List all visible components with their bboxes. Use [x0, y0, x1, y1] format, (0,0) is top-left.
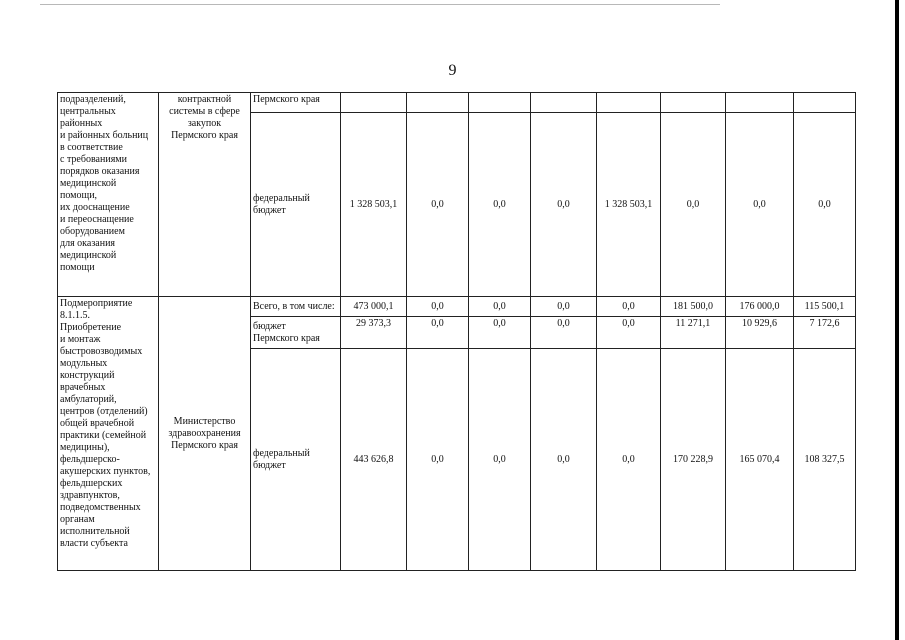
page-number: 9: [448, 62, 457, 79]
value-cell: 0,0: [469, 349, 531, 571]
value-cell: 0,0: [407, 349, 469, 571]
measure-name-cell: Подмероприятие 8.1.1.5. Приобретение и монтаж быстровозводимых модульных конструкций врачебных амбулаторий, центров (отделений) общей врачебной практики (семейной медицины), фельдшерско- акушерских пунктов, фельдшерских здравпунктов, подведомственных органам исполнительной власти субъекта: [58, 297, 159, 571]
executor-cell: Министерство здравоохранения Пермского края: [159, 297, 251, 571]
value-cell: 0,0: [597, 349, 661, 571]
funding-source-cell: бюджет Пермского края: [251, 317, 341, 349]
value-cell: 443 626,8: [341, 349, 407, 571]
value-cell: [531, 93, 597, 113]
value-cell: 108 327,5: [794, 349, 856, 571]
table-row: [58, 297, 856, 317]
value-cell: [726, 93, 794, 113]
table-row: [58, 93, 856, 113]
value-cell: 0,0: [407, 317, 469, 349]
value-cell: 7 172,6: [794, 317, 856, 349]
funding-source-cell: федеральный бюджет: [251, 113, 341, 297]
value-cell: 170 228,9: [661, 349, 726, 571]
value-cell: 0,0: [531, 317, 597, 349]
value-cell: 0,0: [661, 113, 726, 297]
scan-edge-top: [40, 4, 720, 5]
executor-cell: контрактной системы в сфере закупок Пермского края: [159, 93, 251, 297]
value-cell: [597, 93, 661, 113]
value-cell: 176 000,0: [726, 297, 794, 317]
value-cell: 0,0: [597, 297, 661, 317]
value-cell: 0,0: [531, 349, 597, 571]
value-cell: 0,0: [407, 113, 469, 297]
value-cell: 0,0: [469, 113, 531, 297]
value-cell: [341, 93, 407, 113]
value-cell: 0,0: [469, 297, 531, 317]
value-cell: 10 929,6: [726, 317, 794, 349]
value-cell: 0,0: [597, 317, 661, 349]
funding-source-cell: Пермского края: [251, 93, 341, 113]
value-cell: 0,0: [469, 317, 531, 349]
value-cell: [469, 93, 531, 113]
value-cell: 29 373,3: [341, 317, 407, 349]
value-cell: 0,0: [794, 113, 856, 297]
value-cell: 181 500,0: [661, 297, 726, 317]
value-cell: 165 070,4: [726, 349, 794, 571]
value-cell: 473 000,1: [341, 297, 407, 317]
value-cell: 0,0: [407, 297, 469, 317]
scan-edge-right: [895, 0, 899, 640]
value-cell: [661, 93, 726, 113]
value-cell: 115 500,1: [794, 297, 856, 317]
value-cell: [794, 93, 856, 113]
value-cell: 0,0: [726, 113, 794, 297]
budget-table: [57, 92, 856, 571]
value-cell: 1 328 503,1: [341, 113, 407, 297]
funding-source-cell: федеральный бюджет: [251, 349, 341, 571]
value-cell: 0,0: [531, 297, 597, 317]
value-cell: 0,0: [531, 113, 597, 297]
value-cell: 11 271,1: [661, 317, 726, 349]
measure-name-cell: подразделений, центральных районных и районных больниц в соответствие с требованиями порядков оказания медицинской помощи, их дооснащение и переоснащение оборудованием для оказания медицинской помощи: [58, 93, 159, 297]
value-cell: 1 328 503,1: [597, 113, 661, 297]
funding-source-cell: Всего, в том числе:: [251, 297, 341, 317]
value-cell: [407, 93, 469, 113]
